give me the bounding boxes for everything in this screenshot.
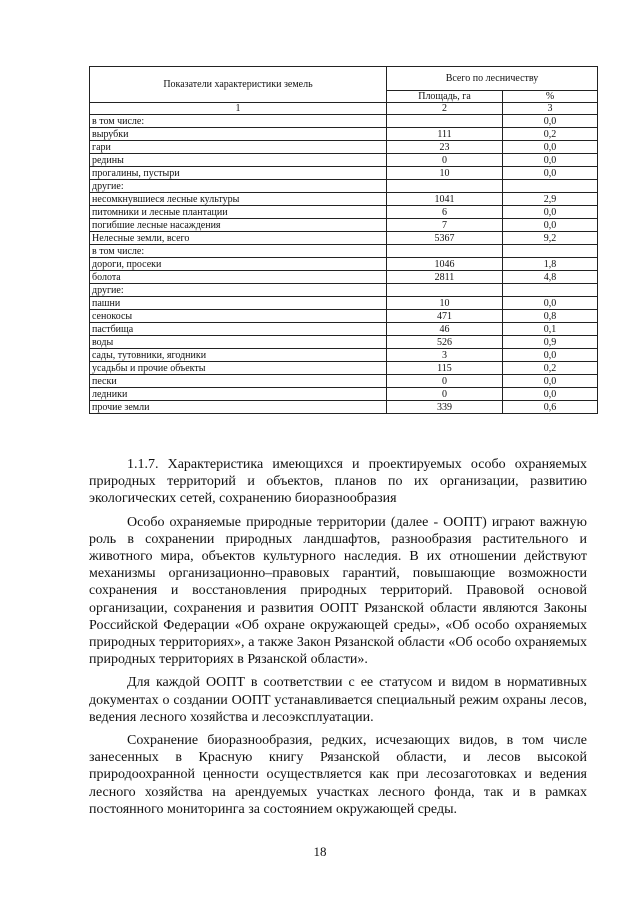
row-percent: 0,0 <box>503 167 598 180</box>
row-area <box>387 115 503 128</box>
row-label: ледники <box>90 388 387 401</box>
row-percent: 0,2 <box>503 128 598 141</box>
paragraph-1: Особо охраняемые природные территории (далее - ООПТ) играют важную роль в сохранении природных ландшафтов, разнообразия растительного и животного мира, объектов культурного наследия. В их отношении действуют механизмы организационно–правовых гарантий, повышающие возможности сохранения и восстановления природных территорий. Правовой основой организации, сохранения и развития ООПТ Рязанской области являются Законы Российской Федерации «Об охране окружающей среды», «Об особо охраняемых природных территориях», а также Закон Рязанской области «Об особо охраняемых природных территориях в Рязанской области». <box>89 514 587 668</box>
table-row <box>90 167 598 180</box>
row-percent: 0,0 <box>503 219 598 232</box>
row-percent: 0,0 <box>503 349 598 362</box>
row-percent: 0,6 <box>503 401 598 414</box>
row-percent: 0,0 <box>503 115 598 128</box>
row-percent: 0,9 <box>503 336 598 349</box>
row-label: в том числе: <box>90 245 387 258</box>
table-body <box>90 115 598 414</box>
section-heading: 1.1.7. Характеристика имеющихся и проектируемых особо охраняемых природных территорий и объектов, планов по их организации, развитию экологических сетей, сохранению биоразнообразия <box>89 457 587 507</box>
row-label: другие: <box>90 180 387 193</box>
row-label: болота <box>90 271 387 284</box>
row-percent: 0,0 <box>503 154 598 167</box>
row-area: 0 <box>387 154 503 167</box>
header-total-group: Всего по лесничеству <box>387 67 598 91</box>
row-label: несомкнувшиеся лесные культуры <box>90 193 387 206</box>
row-label: в том числе: <box>90 115 387 128</box>
header-col1-num: 1 <box>90 103 387 115</box>
row-area: 115 <box>387 362 503 375</box>
table-row <box>90 219 598 232</box>
row-label: пастбища <box>90 323 387 336</box>
row-area <box>387 180 503 193</box>
row-percent: 4,8 <box>503 271 598 284</box>
row-percent: 9,2 <box>503 232 598 245</box>
row-percent <box>503 284 598 297</box>
header-col2-num: 2 <box>387 103 503 115</box>
row-label: питомники и лесные плантации <box>90 206 387 219</box>
land-characteristics-table-wrapper <box>89 66 597 414</box>
row-label: пашни <box>90 297 387 310</box>
row-area: 471 <box>387 310 503 323</box>
header-percent: % <box>503 91 598 103</box>
row-area: 10 <box>387 297 503 310</box>
table-row <box>90 310 598 323</box>
row-area: 1046 <box>387 258 503 271</box>
row-area: 46 <box>387 323 503 336</box>
table-row <box>90 141 598 154</box>
row-percent: 0,1 <box>503 323 598 336</box>
row-label: пески <box>90 375 387 388</box>
table-row <box>90 128 598 141</box>
table-row <box>90 232 598 245</box>
table-row <box>90 284 598 297</box>
table-row <box>90 349 598 362</box>
header-col3-num: 3 <box>503 103 598 115</box>
row-percent: 0,0 <box>503 206 598 219</box>
row-label: сады, тутовники, ягодники <box>90 349 387 362</box>
row-area: 23 <box>387 141 503 154</box>
page-number: 18 <box>313 844 327 859</box>
row-label: Нелесные земли, всего <box>90 232 387 245</box>
row-area: 5367 <box>387 232 503 245</box>
row-area <box>387 245 503 258</box>
row-area: 0 <box>387 388 503 401</box>
table-row <box>90 258 598 271</box>
row-area: 0 <box>387 375 503 388</box>
table-row <box>90 362 598 375</box>
row-area: 3 <box>387 349 503 362</box>
row-label: вырубки <box>90 128 387 141</box>
row-percent: 0,0 <box>503 375 598 388</box>
row-label: воды <box>90 336 387 349</box>
row-area: 339 <box>387 401 503 414</box>
land-characteristics-table <box>89 66 598 414</box>
row-percent: 0,8 <box>503 310 598 323</box>
table-row <box>90 297 598 310</box>
row-label: погибшие лесные насаждения <box>90 219 387 232</box>
paragraph-3: Сохранение биоразнообразия, редких, исчезающих видов, в том числе занесенных в Красную книгу Рязанской области, и лесов высокой природоохранной ценности осуществляется как при лесозаготовках и ведения лесного хозяйства на арендуемых участках лесного фонда, так и в рамках постоянного мониторинга за состоянием окружающей среды. <box>89 733 587 817</box>
row-percent <box>503 180 598 193</box>
row-area: 6 <box>387 206 503 219</box>
row-percent: 1,8 <box>503 258 598 271</box>
row-label: гари <box>90 141 387 154</box>
paragraph-2: Для каждой ООПТ в соответствии с ее статусом и видом в нормативных документах о создании ООПТ устанавливается специальный режим охраны лесов, ведения лесного хозяйства и лесоэксплуатации. <box>89 675 587 725</box>
row-percent: 0,2 <box>503 362 598 375</box>
row-label: сенокосы <box>90 310 387 323</box>
row-label: редины <box>90 154 387 167</box>
row-area <box>387 284 503 297</box>
table-row <box>90 193 598 206</box>
row-label: дороги, просеки <box>90 258 387 271</box>
table-row <box>90 388 598 401</box>
table-row <box>90 401 598 414</box>
row-area: 10 <box>387 167 503 180</box>
row-percent <box>503 245 598 258</box>
table-row <box>90 115 598 128</box>
row-area: 7 <box>387 219 503 232</box>
table-row <box>90 180 598 193</box>
row-area: 1041 <box>387 193 503 206</box>
header-area: Площадь, га <box>387 91 503 103</box>
table-row <box>90 271 598 284</box>
row-area: 2811 <box>387 271 503 284</box>
row-percent: 2,9 <box>503 193 598 206</box>
row-label: прогалины, пустыри <box>90 167 387 180</box>
header-indicators: Показатели характеристики земель <box>90 67 387 103</box>
row-percent: 0,0 <box>503 141 598 154</box>
row-label: усадьбы и прочие объекты <box>90 362 387 375</box>
row-area: 111 <box>387 128 503 141</box>
row-label: прочие земли <box>90 401 387 414</box>
row-label: другие: <box>90 284 387 297</box>
body-text <box>89 456 587 824</box>
table-row <box>90 375 598 388</box>
table-row <box>90 245 598 258</box>
row-percent: 0,0 <box>503 388 598 401</box>
table-row <box>90 154 598 167</box>
table-row <box>90 336 598 349</box>
row-area: 526 <box>387 336 503 349</box>
table-row <box>90 206 598 219</box>
table-row <box>90 323 598 336</box>
row-percent: 0,0 <box>503 297 598 310</box>
